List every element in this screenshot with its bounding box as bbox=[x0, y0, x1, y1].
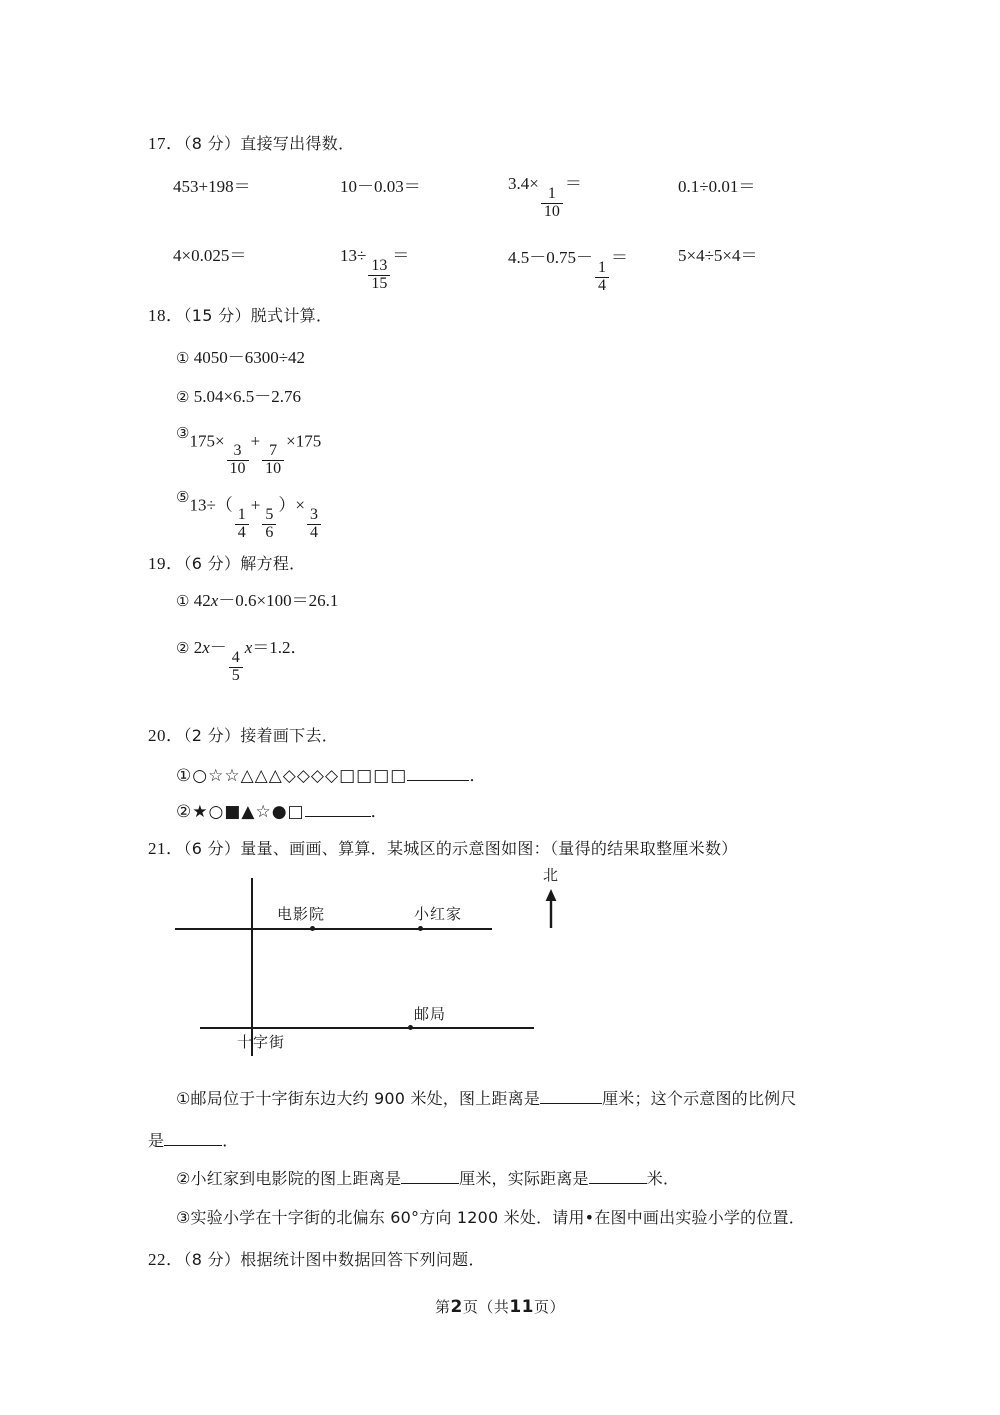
question-21-prompt: 量量、画画、算算．某城区的示意图如图：（量得的结果取整厘米数） bbox=[240, 839, 738, 858]
q18-item-1-text: 4050－6300÷42 bbox=[193, 348, 306, 367]
vertical-road-line bbox=[251, 878, 253, 1056]
fraction-numerator: 13 bbox=[371, 256, 388, 274]
q17-item-6 bbox=[340, 241, 409, 292]
footer-middle: 页（共 bbox=[462, 1298, 510, 1316]
q19-item-2-part-3: ＝1.2． bbox=[252, 638, 308, 657]
question-21-points: （6 分） bbox=[183, 839, 241, 858]
q21-sub-1-text-a: ①邮局位于十字街东边大约 900 米处，图上距离是 bbox=[176, 1089, 541, 1108]
map-label-post-office: 邮局 bbox=[414, 1005, 447, 1023]
q18-item-2 bbox=[176, 382, 301, 407]
fraction-numerator: 4 bbox=[231, 648, 240, 666]
footer-total-pages: 11 bbox=[509, 1297, 535, 1317]
question-18-prompt: 脱式计算． bbox=[250, 306, 333, 325]
q17-item-5: 4×0.025＝ bbox=[173, 246, 247, 265]
fraction-denominator: 15 bbox=[368, 275, 390, 293]
list-marker: ② bbox=[176, 641, 190, 657]
question-22-header bbox=[148, 1247, 485, 1273]
cinema-point-marker bbox=[310, 926, 315, 931]
footer-page-number: 2 bbox=[450, 1297, 463, 1317]
answer-blank[interactable] bbox=[164, 1130, 222, 1146]
q19-item-2-variable-1: x bbox=[202, 638, 210, 657]
fraction-denominator: 10 bbox=[227, 460, 249, 478]
q18-item-3 bbox=[176, 424, 321, 478]
fraction-5-over-6 bbox=[262, 507, 276, 542]
fraction-4-over-5 bbox=[229, 650, 243, 685]
q18-item-5-part-3: ）× bbox=[278, 495, 305, 515]
fraction-3-over-10 bbox=[227, 443, 249, 478]
answer-blank[interactable] bbox=[401, 1168, 459, 1184]
question-17-prompt: 直接写出得数． bbox=[240, 134, 355, 153]
question-19-header bbox=[148, 551, 305, 577]
q20-item-2-period: ． bbox=[370, 802, 389, 822]
q17-item-1: 453+198＝ bbox=[173, 177, 251, 196]
map-label-cinema: 电影院 bbox=[277, 905, 326, 923]
q17-item-6-suffix: ＝ bbox=[392, 246, 410, 265]
q18-item-1 bbox=[176, 343, 305, 368]
fraction-numerator: 1 bbox=[547, 184, 556, 202]
map-label-crossroad: 十字街 bbox=[237, 1033, 286, 1051]
q18-item-3-part-3: ×175 bbox=[286, 431, 322, 451]
fraction-denominator: 4 bbox=[307, 524, 321, 542]
question-21-number: 21． bbox=[148, 839, 184, 858]
q21-sub-1-text-d: ． bbox=[222, 1131, 239, 1150]
q17-item-8: 5×4÷5×4＝ bbox=[678, 246, 758, 265]
q17-item-7 bbox=[508, 243, 628, 294]
answer-blank[interactable] bbox=[540, 1088, 602, 1104]
q20-item-1 bbox=[176, 761, 487, 786]
fraction-denominator: 4 bbox=[235, 524, 249, 542]
q17-item-2: 10－0.03＝ bbox=[340, 177, 421, 196]
list-marker: ② bbox=[176, 802, 193, 822]
fraction-3-over-4 bbox=[307, 507, 321, 542]
question-21-header bbox=[148, 836, 738, 862]
question-17-header bbox=[148, 131, 354, 157]
q20-item-2 bbox=[176, 797, 389, 822]
q19-item-1-rest: －0.6×100＝26.1 bbox=[218, 591, 339, 610]
q19-item-1 bbox=[176, 586, 338, 611]
q19-item-2-part-1: 2 bbox=[193, 638, 203, 657]
fraction-numerator: 1 bbox=[598, 258, 606, 276]
question-18-header bbox=[148, 303, 332, 329]
question-18-points: （15 分） bbox=[183, 306, 251, 325]
q17-item-3-prefix: 3.4× bbox=[508, 174, 539, 193]
q20-item-1-period: ． bbox=[469, 766, 488, 786]
north-arrow-icon bbox=[543, 888, 559, 933]
fraction-numerator: 3 bbox=[309, 506, 318, 524]
q21-sub-2-text-a: ②小红家到电影院的图上距离是 bbox=[176, 1169, 402, 1188]
q21-sub-3: ③实验小学在十字街的北偏东 60°方向 1200 米处．请用•在图中画出实验小学的位置． bbox=[176, 1208, 805, 1227]
fraction-denominator: 5 bbox=[229, 667, 243, 685]
fraction-denominator: 4 bbox=[595, 277, 609, 295]
fraction-numerator: 3 bbox=[233, 442, 242, 460]
fraction-numerator: 7 bbox=[269, 442, 278, 460]
q18-item-3-part-1: 175× bbox=[189, 431, 225, 451]
q17-item-4: 0.1÷0.01＝ bbox=[678, 177, 756, 196]
q21-sub-2-text-b: 厘米，实际距离是 bbox=[459, 1169, 589, 1188]
list-marker: ① bbox=[176, 766, 193, 786]
q18-item-5-part-1: 13÷（ bbox=[189, 495, 233, 515]
q17-item-6-prefix: 13÷ bbox=[340, 246, 367, 265]
fraction-denominator: 10 bbox=[541, 203, 563, 221]
q17-item-3-suffix: ＝ bbox=[564, 174, 582, 193]
north-label: 北 bbox=[543, 866, 560, 884]
q18-item-2-text: 5.04×6.5－2.76 bbox=[193, 387, 302, 406]
fraction-13-over-15 bbox=[368, 258, 390, 293]
q18-item-5-part-2: + bbox=[250, 495, 261, 515]
page-footer bbox=[0, 1296, 1000, 1317]
fraction-1-over-4 bbox=[595, 260, 609, 295]
question-22-points: （8 分） bbox=[183, 1250, 241, 1269]
q17-item-7-prefix: 4.5－0.75－ bbox=[508, 248, 593, 267]
list-marker: ② bbox=[176, 390, 190, 406]
question-19-points: （6 分） bbox=[183, 554, 241, 573]
lower-road-line bbox=[200, 1027, 534, 1029]
q19-item-2 bbox=[176, 633, 308, 684]
question-18-number: 18． bbox=[148, 306, 184, 325]
list-marker: ① bbox=[176, 594, 190, 610]
question-19-number: 19． bbox=[148, 554, 184, 573]
fraction-1-over-4 bbox=[235, 507, 249, 542]
q21-sub-1-line-2 bbox=[148, 1129, 238, 1154]
q21-sub-2 bbox=[176, 1167, 679, 1192]
fraction-denominator: 6 bbox=[262, 524, 276, 542]
fraction-numerator: 5 bbox=[265, 506, 274, 524]
question-20-prompt: 接着画下去． bbox=[240, 726, 339, 745]
question-22-number: 22． bbox=[148, 1250, 184, 1269]
q19-item-1-variable: x bbox=[210, 591, 219, 610]
question-17-number: 17． bbox=[148, 134, 184, 153]
q18-item-5 bbox=[176, 488, 323, 542]
q18-item-3-part-2: + bbox=[250, 431, 261, 451]
fraction-1-over-10 bbox=[541, 186, 563, 221]
question-22-prompt: 根据统计图中数据回答下列问题． bbox=[240, 1250, 485, 1269]
q19-item-1-coefficient: 42 bbox=[193, 591, 211, 610]
q21-sub-1-text-c: 是 bbox=[148, 1131, 165, 1150]
q20-item-2-shape-sequence: ★○■▲☆●□ bbox=[192, 802, 305, 822]
answer-blank[interactable] bbox=[305, 800, 371, 817]
list-marker: ③ bbox=[176, 426, 190, 442]
fraction-7-over-10 bbox=[262, 443, 284, 478]
q17-item-3 bbox=[508, 169, 582, 220]
q19-item-2-part-2: － bbox=[209, 638, 227, 657]
question-20-number: 20． bbox=[148, 726, 184, 745]
upper-road-line bbox=[175, 928, 492, 930]
q20-item-1-shape-sequence: ○☆☆△△△◇◇◇◇□□□□ bbox=[192, 766, 408, 786]
answer-blank[interactable] bbox=[407, 764, 469, 781]
q17-item-7-suffix: ＝ bbox=[611, 248, 628, 267]
fraction-numerator: 1 bbox=[237, 506, 246, 524]
map-label-xiaohong-home: 小红家 bbox=[414, 905, 463, 923]
question-20-header bbox=[148, 723, 338, 749]
footer-suffix: 页） bbox=[534, 1298, 566, 1316]
question-17-points: （8 分） bbox=[183, 134, 241, 153]
fraction-denominator: 10 bbox=[262, 460, 284, 478]
footer-prefix: 第 bbox=[434, 1298, 451, 1316]
answer-blank[interactable] bbox=[589, 1168, 647, 1184]
post-office-point-marker bbox=[408, 1025, 413, 1030]
list-marker: ① bbox=[176, 351, 190, 367]
question-20-points: （2 分） bbox=[183, 726, 241, 745]
q21-sub-1-line-1 bbox=[176, 1087, 796, 1112]
xiaohong-home-point-marker bbox=[418, 926, 423, 931]
q21-sub-2-text-c: 米． bbox=[646, 1169, 680, 1188]
list-marker: ⑤ bbox=[176, 490, 190, 506]
q21-sub-1-text-b: 厘米；这个示意图的比例尺 bbox=[602, 1089, 797, 1108]
question-19-prompt: 解方程． bbox=[240, 554, 306, 573]
q19-item-2-variable-2: x bbox=[244, 638, 253, 657]
